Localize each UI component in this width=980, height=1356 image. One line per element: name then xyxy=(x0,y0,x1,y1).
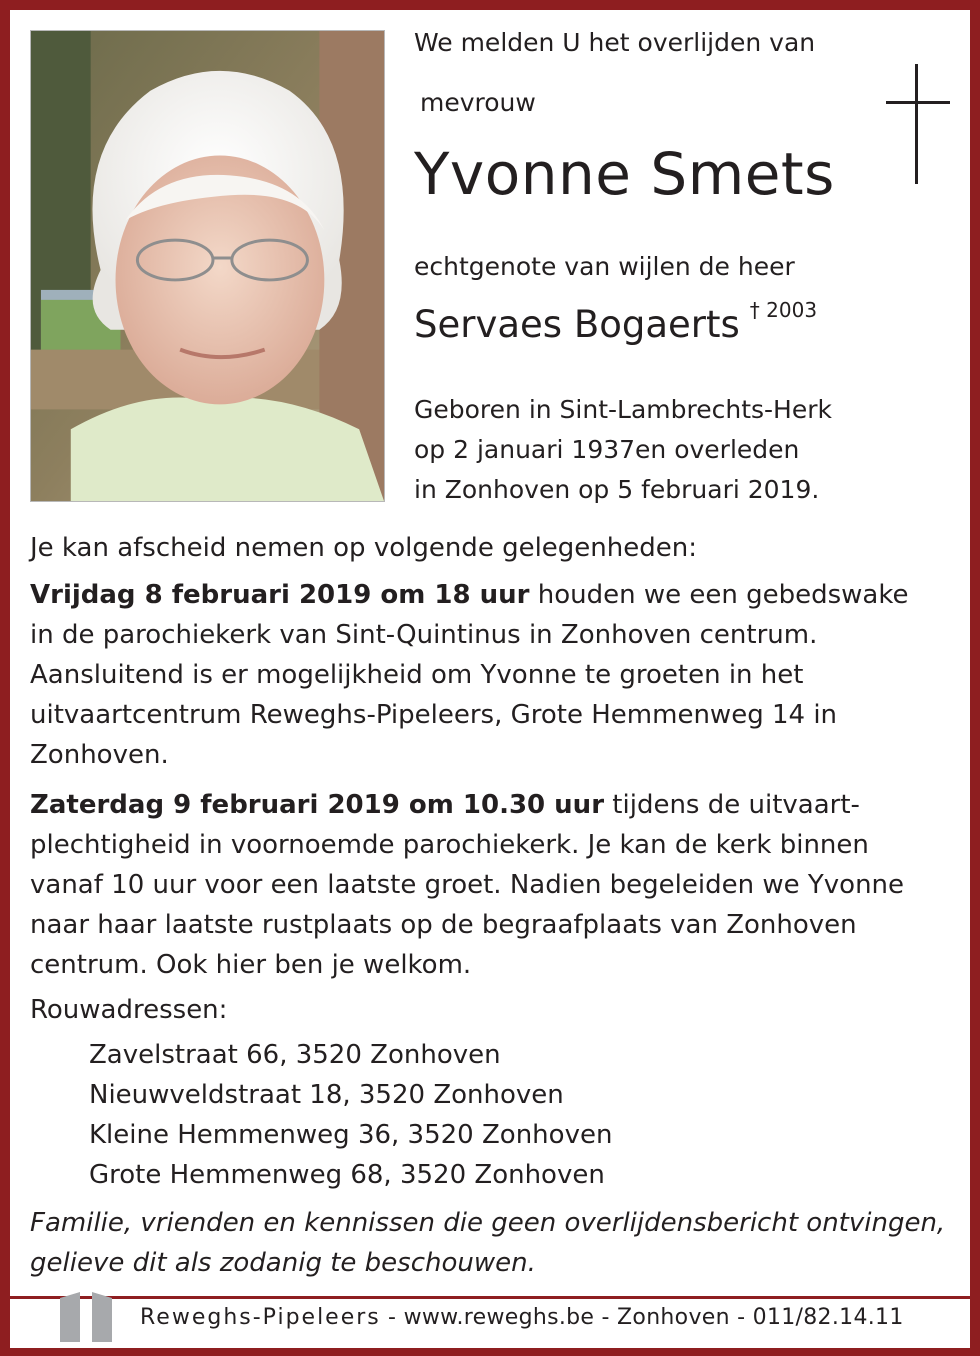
funeral-text: tijdens de uitvaart- xyxy=(604,790,860,820)
funeral-paragraph xyxy=(30,785,960,985)
addresses-label: Rouwadressen: xyxy=(30,995,228,1025)
funeral-text: centrum. Ook hier ben je welkom. xyxy=(30,950,472,980)
footer-separator: - xyxy=(380,1305,404,1330)
spouse-line xyxy=(414,298,817,346)
birth-death-details xyxy=(414,390,832,510)
note-line: gelieve dit als zodanig te beschouwen. xyxy=(30,1248,536,1278)
mourning-addresses xyxy=(89,1035,612,1195)
wake-text: houden we een gebedswake xyxy=(529,580,909,610)
farewell-intro: Je kan afscheid nemen op volgende gelegenheden: xyxy=(30,533,697,563)
wake-text: uitvaartcentrum Reweghs-Pipeleers, Grote Hemmenweg 14 in xyxy=(30,700,838,730)
latin-cross-icon xyxy=(886,64,950,184)
spouse-death-year: † 2003 xyxy=(749,298,818,322)
footer-details: www.reweghs.be - Zonhoven - 011/82.14.11 xyxy=(403,1305,904,1330)
closing-note xyxy=(30,1203,945,1283)
address-item: Nieuwveldstraat 18, 3520 Zonhoven xyxy=(89,1080,564,1110)
footer-divider xyxy=(10,1296,970,1299)
funeral-home-logo-icon xyxy=(58,1290,114,1342)
birth-line: Geboren in Sint-Lambrechts-Herk xyxy=(414,395,832,424)
footer-contact xyxy=(140,1305,904,1330)
address-item: Kleine Hemmenweg 36, 3520 Zonhoven xyxy=(89,1120,613,1150)
funeral-text: naar haar laatste rustplaats op de begraafplaats van Zonhoven xyxy=(30,910,857,940)
title-prefix: mevrouw xyxy=(420,88,536,117)
birth-line: in Zonhoven op 5 februari 2019. xyxy=(414,475,820,504)
birth-line: op 2 januari 1937en overleden xyxy=(414,435,800,464)
wake-date: Vrijdag 8 februari 2019 om 18 uur xyxy=(30,580,530,610)
funeral-text: plechtigheid in voornoemde parochiekerk. Je kan de kerk binnen xyxy=(30,830,869,860)
funeral-date: Zaterdag 9 februari 2019 om 10.30 uur xyxy=(30,790,605,820)
wake-text: Zonhoven. xyxy=(30,740,169,770)
intro-text: We melden U het overlijden van xyxy=(414,28,816,57)
wake-text: Aansluitend is er mogelijkheid om Yvonne te groeten in het xyxy=(30,660,804,690)
wake-text: in de parochiekerk van Sint-Quintinus in Zonhoven centrum. xyxy=(30,620,818,650)
address-item: Zavelstraat 66, 3520 Zonhoven xyxy=(89,1040,501,1070)
portrait-image xyxy=(31,31,384,501)
note-line: Familie, vrienden en kennissen die geen overlijdensbericht ontvingen, xyxy=(30,1208,946,1238)
wake-paragraph xyxy=(30,575,960,775)
address-item: Grote Hemmenweg 68, 3520 Zonhoven xyxy=(89,1160,605,1190)
spouse-name: Servaes Bogaerts xyxy=(414,303,740,346)
funeral-text: vanaf 10 uur voor een laatste groet. Nadien begeleiden we Yvonne xyxy=(30,870,905,900)
spouse-intro: echtgenote van wijlen de heer xyxy=(414,252,795,281)
footer-brand: Reweghs-Pipeleers xyxy=(140,1305,381,1330)
portrait-photo xyxy=(30,30,385,502)
deceased-name: Yvonne Smets xyxy=(414,140,835,208)
